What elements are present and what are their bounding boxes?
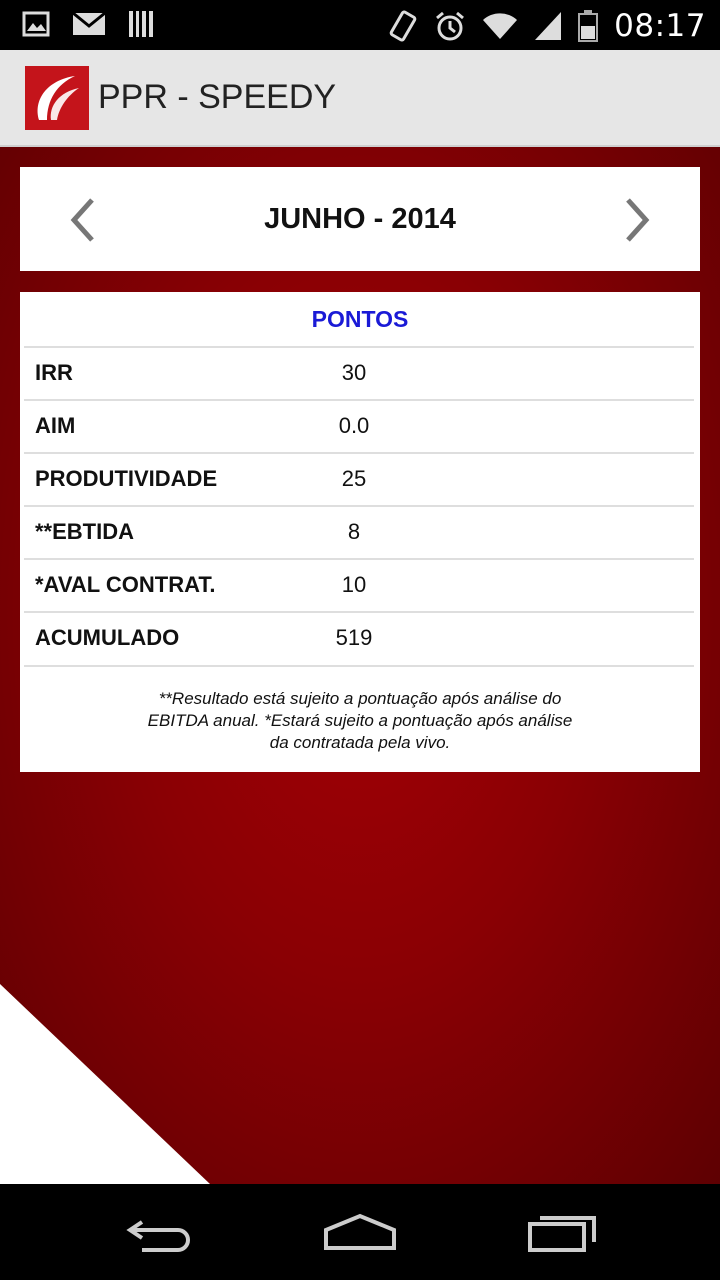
vibrate-icon (388, 10, 418, 42)
points-row-irr (24, 346, 694, 400)
row-value: 25 (341, 466, 367, 491)
month-label: JUNHO - 2014 (264, 203, 456, 235)
points-row-aval-contrat (24, 558, 694, 612)
row-label: *AVAL CONTRAT. (35, 572, 216, 597)
signal-icon (534, 11, 562, 41)
alarm-icon (434, 10, 466, 42)
row-value: 30 (341, 360, 367, 385)
row-label: **EBTIDA (35, 519, 135, 544)
status-bar (0, 0, 720, 50)
battery-icon (578, 10, 598, 42)
main-content (0, 147, 720, 1184)
footnote-line: EBITDA anual. *Estará sujeito a pontuação após análise (147, 711, 573, 730)
row-label: PRODUTIVIDADE (35, 466, 218, 491)
month-selector (20, 167, 700, 271)
app-title: PPR - SPEEDY (98, 78, 337, 116)
row-label: ACUMULADO (35, 625, 180, 650)
clock: 08:17 (614, 8, 706, 44)
recents-button[interactable] (522, 1208, 602, 1256)
wifi-icon (482, 11, 518, 41)
barcode-icon (128, 10, 154, 38)
footnote-line: da contratada pela vivo. (269, 733, 451, 752)
row-value: 0.0 (338, 413, 370, 438)
row-value: 10 (341, 572, 367, 597)
action-bar (0, 50, 720, 147)
row-label: IRR (35, 360, 73, 385)
next-month-button[interactable] (616, 197, 656, 243)
home-button[interactable] (320, 1208, 400, 1256)
footnote (120, 688, 600, 754)
points-row-aim (24, 399, 694, 453)
points-header: PONTOS (311, 306, 409, 332)
home-icon (320, 1208, 400, 1256)
points-row-ebtida (24, 505, 694, 559)
points-row-acumulado (24, 611, 694, 665)
row-value: 519 (335, 625, 373, 650)
recents-icon (522, 1208, 602, 1256)
app-logo[interactable] (25, 66, 89, 130)
divider (24, 665, 694, 667)
points-row-produtividade (24, 452, 694, 506)
points-card (20, 292, 700, 772)
decorative-corner (0, 984, 210, 1184)
row-label: AIM (35, 413, 76, 438)
mail-icon (72, 11, 106, 37)
footnote-line: **Resultado está sujeito a pontuação após análise do (158, 689, 562, 708)
image-icon (22, 11, 50, 37)
back-button[interactable] (120, 1208, 200, 1256)
back-icon (120, 1208, 200, 1256)
chevron-right-icon (616, 197, 656, 243)
system-nav-bar (0, 1184, 720, 1280)
row-value: 8 (347, 519, 361, 544)
